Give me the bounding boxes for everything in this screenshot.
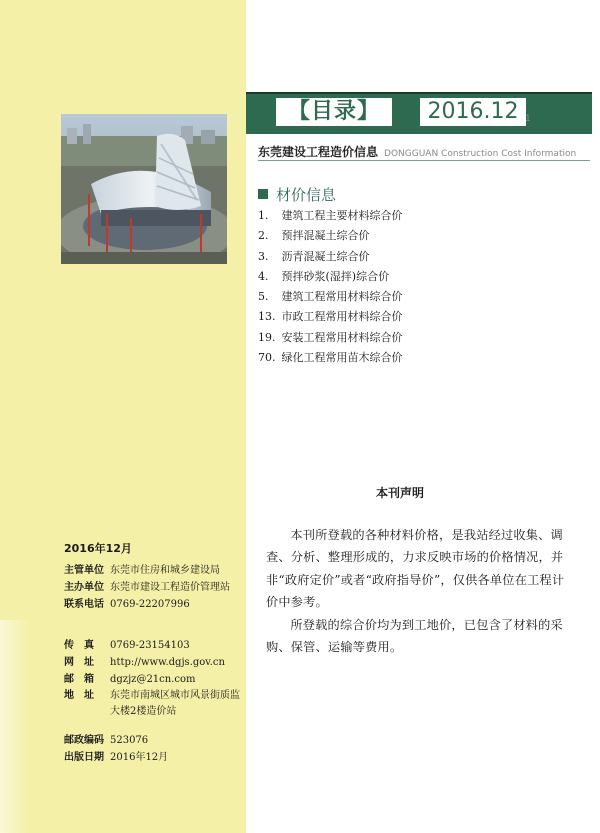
info-row	[64, 671, 246, 688]
toc-item[interactable]	[258, 307, 588, 327]
toc-item[interactable]	[258, 328, 588, 348]
toc-item[interactable]	[258, 226, 588, 246]
email-link[interactable]: dgzjz@21cn.com	[110, 674, 196, 685]
toc-item-title: 沥青混凝土综合价	[281, 249, 370, 263]
publication-name-cn: 东莞建设工程造价信息	[258, 145, 379, 159]
info-label: 主办单位	[64, 582, 104, 593]
info-label: 网 址	[64, 657, 94, 668]
declaration-paragraph: 所登载的综合价均为到工地价，已包含了材料的采购、保管、运输等费用。	[266, 617, 563, 655]
info-label: 出版日期	[64, 752, 104, 763]
info-row	[64, 596, 246, 613]
info-label: 地 址	[64, 690, 94, 701]
address-value: 东莞市南城区城市风景街质监大楼2楼造价站	[110, 690, 240, 717]
toc-page-number: 1.	[258, 209, 269, 222]
toc-page-number: 13.	[258, 310, 276, 324]
toc-item-title: 建筑工程主要材料综合价	[281, 209, 403, 222]
info-value: 2016年12月	[110, 752, 169, 763]
toc-page-number: 5.	[258, 290, 269, 304]
divider	[258, 160, 590, 161]
toc-page-number: 4.	[258, 269, 269, 283]
info-row	[64, 562, 246, 579]
toc-item[interactable]	[258, 287, 588, 307]
toc-page-number: 3.	[258, 249, 269, 263]
toc-page-number: 2.	[258, 229, 269, 243]
toc-item[interactable]	[258, 247, 588, 267]
info-row	[64, 579, 246, 596]
declaration-title: 本刊声明	[375, 486, 424, 500]
page-title: 【目录】	[276, 98, 392, 126]
info-row	[64, 688, 246, 720]
fax-value: 0769-23154103	[110, 640, 190, 651]
info-label: 主管单位	[64, 565, 104, 576]
toc-item-title: 预拌砂浆(湿拌)综合价	[281, 269, 390, 283]
info-label: 邮政编码	[64, 735, 104, 746]
info-value: 东莞市建设工程造价管理站	[110, 582, 230, 593]
info-row	[64, 637, 246, 654]
publication-info	[64, 540, 246, 766]
info-row	[64, 732, 246, 749]
info-value: 东莞市住房和城乡建设局	[110, 565, 220, 576]
info-label: 邮 箱	[64, 674, 94, 685]
toc-item-title: 预拌混凝土综合价	[281, 229, 370, 243]
info-value: 0769-22207996	[110, 599, 190, 610]
toc-item-title: 绿化工程常用苗木综合价	[281, 351, 403, 365]
building-photo	[61, 114, 227, 264]
declaration-body	[266, 524, 568, 658]
info-label: 联系电话	[64, 599, 104, 610]
issue-number: 2016.12	[420, 98, 526, 126]
website-link[interactable]: http://www.dgjs.gov.cn	[110, 657, 225, 668]
toc-item-title: 安装工程常用材料综合价	[281, 330, 403, 344]
info-date: 2016年12月	[64, 542, 132, 555]
info-value: 523076	[110, 735, 149, 746]
square-bullet-icon	[258, 189, 268, 199]
declaration-paragraph: 本刊所登载的各种材料价格，是我站经过收集、调查、分析、整理形成的，力求反映市场的价格情况，并非“政府定价”或者“政府指导价”，仅供各单位在工程计价中参考。	[266, 528, 565, 610]
section-title: 材价信息	[276, 186, 337, 204]
spacer	[64, 613, 246, 637]
table-of-contents	[258, 206, 588, 368]
toc-page-number: 19.	[258, 330, 276, 344]
section-heading	[258, 184, 336, 205]
toc-item-title: 市政工程常用材料综合价	[281, 310, 403, 324]
spacer	[64, 720, 246, 732]
toc-item[interactable]	[258, 206, 588, 226]
toc-item[interactable]	[258, 267, 588, 287]
info-label: 传 真	[64, 640, 94, 651]
page-number: 1	[525, 114, 531, 124]
toc-item[interactable]	[258, 348, 588, 368]
info-row	[64, 654, 246, 671]
info-row	[64, 749, 246, 766]
toc-page-number: 70.	[258, 351, 276, 365]
publication-name-en: DONGGUAN Construction Cost Information	[384, 149, 577, 159]
publication-line	[258, 141, 576, 160]
toc-item-title: 建筑工程常用材料综合价	[281, 290, 403, 304]
